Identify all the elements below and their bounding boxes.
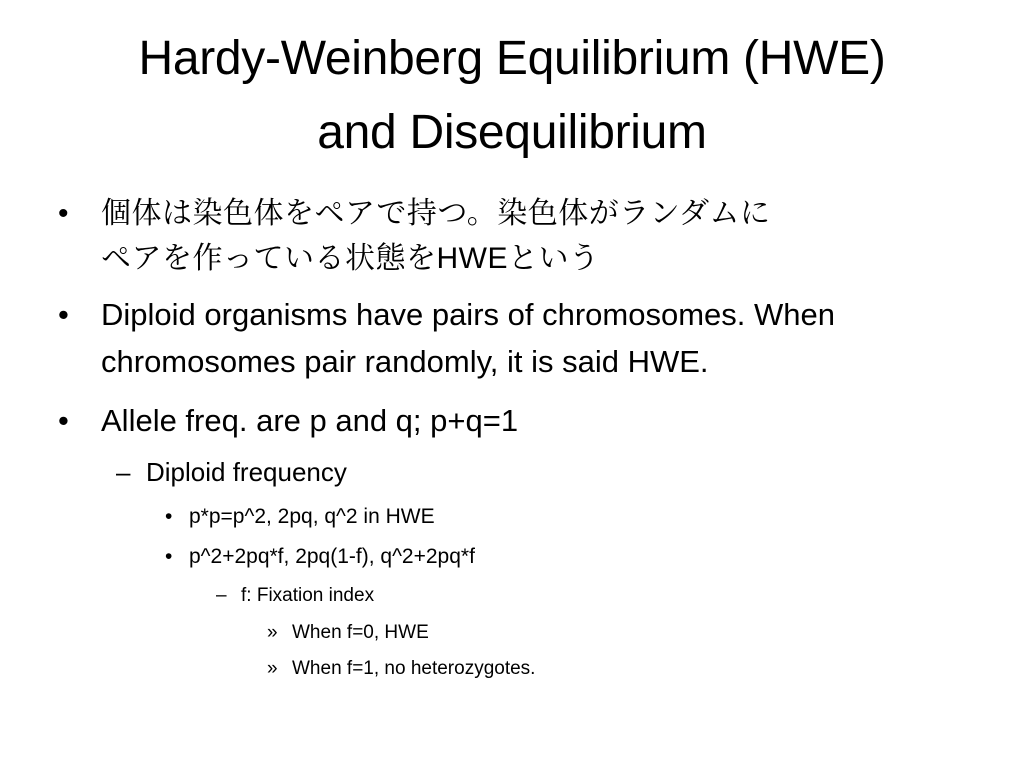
sub-bullet-text: p*p=p^2, 2pq, q^2 in HWE: [189, 505, 435, 528]
bullet-marker: •: [58, 297, 69, 332]
chevron-item-text: When f=1, no heterozygotes.: [292, 658, 536, 679]
slide-title-line-1: Hardy-Weinberg Equilibrium (HWE): [138, 32, 886, 85]
bullet-marker: •: [165, 545, 173, 568]
slide-title-line-2: and Disequilibrium: [317, 106, 707, 159]
chevron-item-text: When f=0, HWE: [292, 622, 429, 643]
dash-marker: –: [216, 585, 227, 606]
bullet-text: Allele freq. are p and q; p+q=1: [101, 403, 519, 438]
sub-item-text: Diploid frequency: [146, 457, 347, 487]
chevron-marker: »: [267, 658, 278, 679]
bullet-text-line-1: 個体は染色体をペアで持つ。染色体がランダムに: [101, 197, 771, 230]
bullet-marker: •: [58, 197, 70, 230]
bullet-marker: •: [165, 505, 173, 528]
sub-bullet-text: p^2+2pq*f, 2pq(1-f), q^2+2pq*f: [189, 545, 475, 568]
bullet-text-line-1: Diploid organisms have pairs of chromosomes. When: [101, 297, 835, 332]
bullet-marker: •: [58, 403, 69, 438]
bullet-text-line-2: ペアを作っている状態をHWEという: [101, 242, 600, 275]
dash-marker: –: [116, 457, 131, 487]
bullet-text-line-2: chromosomes pair randomly, it is said HWE.: [101, 344, 709, 379]
chevron-marker: »: [267, 622, 278, 643]
sub-item-text: f: Fixation index: [241, 585, 375, 606]
